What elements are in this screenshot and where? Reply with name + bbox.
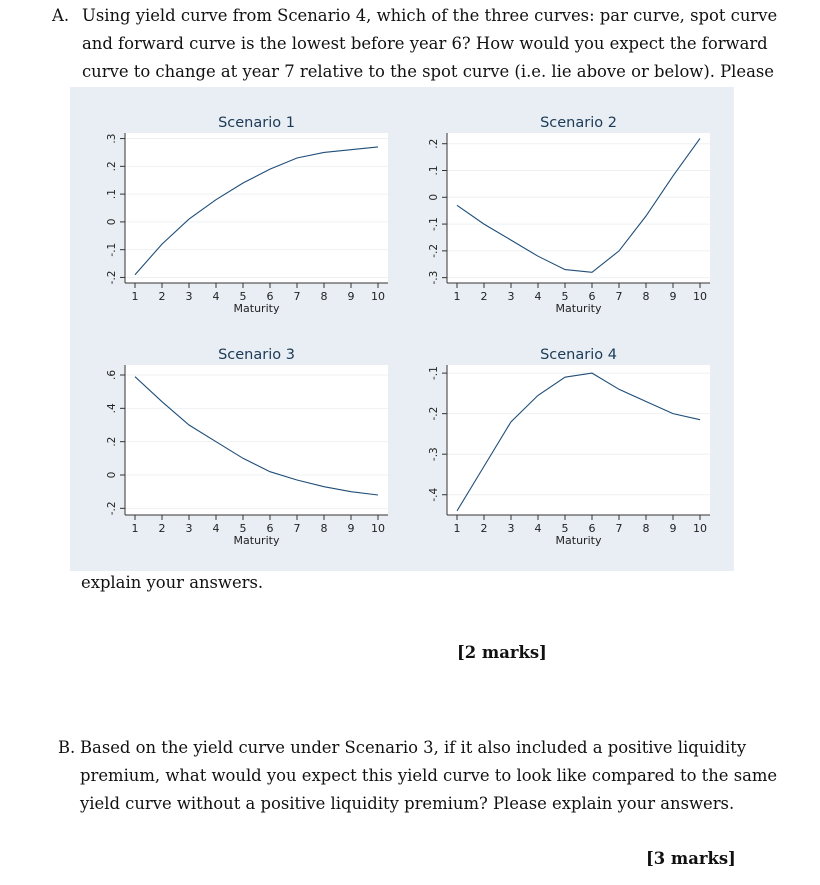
question-a-continuation: explain your answers. [81,573,264,592]
x-tick-label: 5 [239,522,247,535]
x-tick-label: 7 [615,290,623,303]
x-tick-label: 9 [669,522,677,535]
y-tick-label: 0 [428,193,440,201]
x-tick-label: 1 [131,290,139,303]
x-tick-label: 3 [185,290,193,303]
x-tick-label: 9 [347,522,355,535]
x-tick-label: 9 [347,290,355,303]
x-tick-label: 8 [642,290,650,303]
x-tick-label: 10 [693,290,707,303]
question-b-line-2: premium, what would you expect this yield curve to look like compared to the same [80,766,778,785]
chart-title: Scenario 1 [218,115,295,131]
chart-scenario-1 [80,107,398,337]
x-tick-label: 3 [185,522,193,535]
plot-area [447,365,710,515]
plot-area [447,133,710,283]
y-tick-label: -.2 [428,406,440,421]
chart-svg [402,339,720,569]
question-b-letter: B. [58,738,76,757]
y-tick-label: -.2 [106,270,118,285]
question-a-letter: A. [52,6,70,25]
chart-title: Scenario 3 [218,347,295,363]
y-tick-label: -.1 [428,217,440,231]
x-tick-label: 6 [588,290,596,303]
y-tick-label: -.3 [428,447,440,462]
plot-area [125,133,388,283]
y-tick-label: .2 [106,436,118,447]
x-tick-label: 8 [320,522,328,535]
x-axis-label: Maturity [233,534,280,547]
chart-title: Scenario 4 [540,347,617,363]
yield-curve-figure [70,87,734,571]
y-tick-label: .6 [106,369,118,381]
x-tick-label: 5 [561,290,569,303]
x-tick-label: 7 [293,290,301,303]
x-tick-label: 6 [266,522,274,535]
x-tick-label: 4 [212,522,220,535]
question-b-line-1: Based on the yield curve under Scenario 3, if it also included a positive liquidity [80,738,747,757]
y-tick-label: 0 [106,471,118,479]
question-a-line-3: curve to change at year 7 relative to the spot curve (i.e. lie above or below). Please [82,62,775,81]
x-tick-label: 1 [131,522,139,535]
x-axis-label: Maturity [233,302,280,315]
x-tick-label: 10 [371,290,385,303]
x-tick-label: 4 [534,290,542,303]
x-tick-label: 1 [453,290,461,303]
chart-scenario-4 [402,339,720,569]
question-a-line-2: and forward curve is the lowest before year 6? How would you expect the forward [82,34,768,53]
x-tick-label: 2 [480,290,488,303]
x-tick-label: 5 [239,290,247,303]
chart-svg [80,339,398,569]
y-tick-label: .2 [428,138,440,149]
x-tick-label: 7 [615,522,623,535]
x-axis-label: Maturity [555,534,602,547]
x-tick-label: 8 [320,290,328,303]
x-tick-label: 10 [371,522,385,535]
y-tick-label: -.2 [428,243,440,258]
y-tick-label: .1 [106,189,118,200]
x-tick-label: 6 [266,290,274,303]
y-tick-label: -.4 [428,487,440,502]
y-tick-label: 0 [106,218,118,226]
y-tick-label: -.1 [106,242,118,257]
chart-scenario-2 [402,107,720,337]
x-tick-label: 10 [693,522,707,535]
x-tick-label: 3 [507,290,515,303]
question-a-line-1: Using yield curve from Scenario 4, which of the three curves: par curve, spot curve [82,6,778,25]
question-b-line-3: yield curve without a positive liquidity premium? Please explain your answers. [80,794,735,813]
chart-title: Scenario 2 [540,115,617,131]
chart-svg [402,107,720,337]
x-tick-label: 4 [534,522,542,535]
x-tick-label: 9 [669,290,677,303]
y-tick-label: -.2 [106,501,118,516]
x-tick-label: 8 [642,522,650,535]
x-tick-label: 7 [293,522,301,535]
question-b-marks: [3 marks] [646,849,736,868]
x-tick-label: 2 [158,522,166,535]
chart-svg [80,107,398,337]
x-tick-label: 2 [158,290,166,303]
x-tick-label: 2 [480,522,488,535]
x-tick-label: 3 [507,522,515,535]
x-tick-label: 6 [588,522,596,535]
question-a-marks: [2 marks] [457,643,547,662]
x-axis-label: Maturity [555,302,602,315]
x-tick-label: 4 [212,290,220,303]
y-tick-label: .4 [106,403,118,414]
chart-scenario-3 [80,339,398,569]
y-tick-label: .3 [106,133,118,144]
y-tick-label: .1 [428,165,440,176]
y-tick-label: .2 [106,161,118,172]
y-tick-label: -.3 [428,270,440,285]
y-tick-label: -.1 [428,366,440,381]
plot-area [125,365,388,515]
x-tick-label: 5 [561,522,569,535]
x-tick-label: 1 [453,522,461,535]
